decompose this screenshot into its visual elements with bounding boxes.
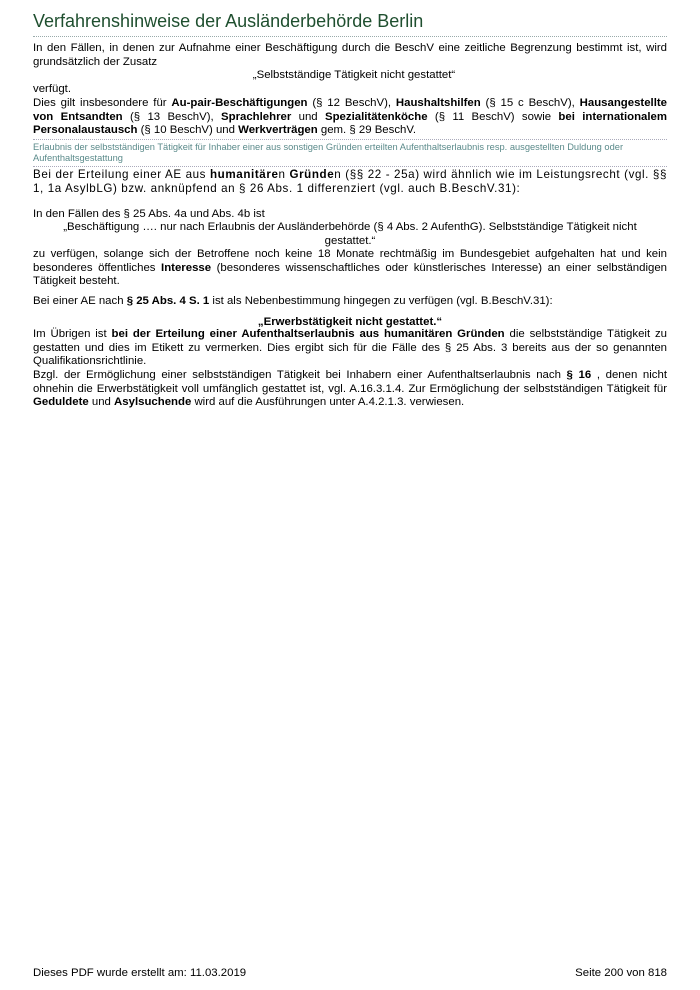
- bold-run: bei internationalem Personalaustausch: [33, 110, 668, 137]
- text-run: Im Übrigen ist: [33, 328, 112, 340]
- bold-run: Sprachlehrer: [221, 110, 292, 123]
- page-title: Verfahrenshinweise der Ausländerbehörde Berlin: [33, 11, 424, 31]
- text-run: ist als Nebenbestimmung hingegen zu verfügen (vgl. B.BeschV.31):: [209, 295, 553, 307]
- text-run: zu verfügen, solange sich der Betroffene noch keine 18 Monate rechtmäßig im Bundesgebiet aufgehalten hat und kein besonderes öffentliches: [33, 248, 667, 274]
- text-run: gem. § 29 BeschV.: [317, 124, 417, 137]
- condition-paragraph: [33, 248, 667, 289]
- text-run: Bei der Erteilung einer AE aus: [33, 168, 210, 181]
- bold-run: bei der Erteilung einer Aufenthaltserlaubnis aus humanitären Gründen: [111, 328, 505, 340]
- text-run: (§ 11 BeschV) sowie: [427, 110, 559, 123]
- bold-run: Asylsuchende: [114, 396, 192, 409]
- text-run: und: [291, 110, 325, 123]
- title-divider: [33, 36, 667, 37]
- text-run: , denen nicht ohnehin die Erwerbstätigkeit voll umfänglich gestattet ist, vgl. A.16.3.1.4. Zur Ermöglichung der selbstständigen Tätigkeit für: [33, 369, 667, 395]
- section-subheading: Erlaubnis der selbstständigen Tätigkeit für Inhaber einer aus sonstigen Gründen erteilten Aufenthaltserlaubnis resp. ausgestellten Duldung oder Aufenthaltsgestattung: [33, 142, 624, 163]
- text-run: Dies gilt insbesondere für: [33, 97, 172, 109]
- footer-created-date: Dieses PDF wurde erstellt am: 11.03.2019: [33, 967, 247, 979]
- cases-25-paragraph: In den Fällen des § 25 Abs. 4a und Abs. 4b ist: [33, 208, 265, 220]
- text-run: die selbstständige Tätigkeit zu gestatten und dies im Etikett zu vermerken. Dies ergibt sich für die Fälle des § 25 Abs. 3 bereits aus der so genannten Qualifikationsrichtlinie.: [33, 328, 667, 368]
- text-run: n: [278, 168, 290, 181]
- intro-paragraph: In den Fällen, in denen zur Aufnahme einer Beschäftigung durch die BeschV eine zeitliche Begrenzung bestimmt ist, wird grundsätzlich der Zusatz: [33, 42, 667, 68]
- examples-paragraph: [33, 97, 667, 138]
- text-run: (§ 13 BeschV),: [122, 110, 222, 123]
- ae-25-4-paragraph: [33, 295, 667, 309]
- text-run: n (§§ 22 - 25a) wird ähnlich wie im Leistungsrecht (vgl. §§ 1, 1a AsylbLG) bzw. anknüpfend an § 26 Abs. 1 differenziert (vgl. auch B.BeschV.31):: [33, 168, 668, 195]
- bold-run: „Erwerbstätigkeit nicht gestattet.“: [257, 316, 443, 328]
- bold-run: § 16: [566, 369, 592, 381]
- bold-run: Werkverträgen: [238, 124, 318, 137]
- text-run: Bzgl. der Ermöglichung einer selbstständigen Tätigkeit bei Inhabern einer Aufenthaltserlaubnis nach: [33, 369, 567, 381]
- otherwise-paragraph: [33, 328, 667, 369]
- bold-run: humanitäre: [210, 168, 279, 181]
- text-run: (§ 12 BeschV),: [307, 97, 396, 109]
- footer-page-number: Seite 200 von 818: [575, 967, 667, 979]
- text-run: (§ 15 c BeschV),: [480, 97, 580, 109]
- verfuegt-text: verfügt.: [33, 83, 71, 95]
- subheading-divider-bottom: [33, 166, 667, 167]
- humanitarian-paragraph: [33, 168, 667, 195]
- bold-run: Spezialitätenköche: [325, 110, 428, 123]
- bold-run: Hausangestellte von Entsandten: [33, 97, 668, 123]
- bold-run: Haushaltshilfen: [395, 97, 481, 109]
- text-run: Bei einer AE nach: [33, 295, 127, 307]
- bold-run: Au-pair-Beschäftigungen: [171, 97, 308, 109]
- text-run: wird auf die Ausführungen unter A.4.2.1.3. verwiesen.: [191, 396, 465, 409]
- text-run: und: [88, 396, 115, 409]
- bold-run: Geduldete: [33, 396, 89, 409]
- bold-run: Interesse: [161, 261, 212, 274]
- section16-paragraph: [33, 369, 667, 410]
- text-run: (besonderes wissenschaftliches oder künstlerisches Interesse) an einer selbständigen Tätigkeit besteht.: [33, 261, 667, 288]
- subheading-divider-top: [33, 139, 667, 140]
- bold-run: § 25 Abs. 4 S. 1: [126, 295, 210, 307]
- bold-run: Gründe: [289, 168, 335, 181]
- text-run: (§ 10 BeschV) und: [137, 124, 239, 137]
- quote-selbststaendig: „Selbstständige Tätigkeit nicht gestattet“: [252, 69, 456, 81]
- quote-beschaeftigung: „Beschäftigung …. nur nach Erlaubnis der Ausländerbehörde (§ 4 Abs. 2 AufenthG). Selbstständige Tätigkeit nicht gestattet.“: [63, 221, 637, 247]
